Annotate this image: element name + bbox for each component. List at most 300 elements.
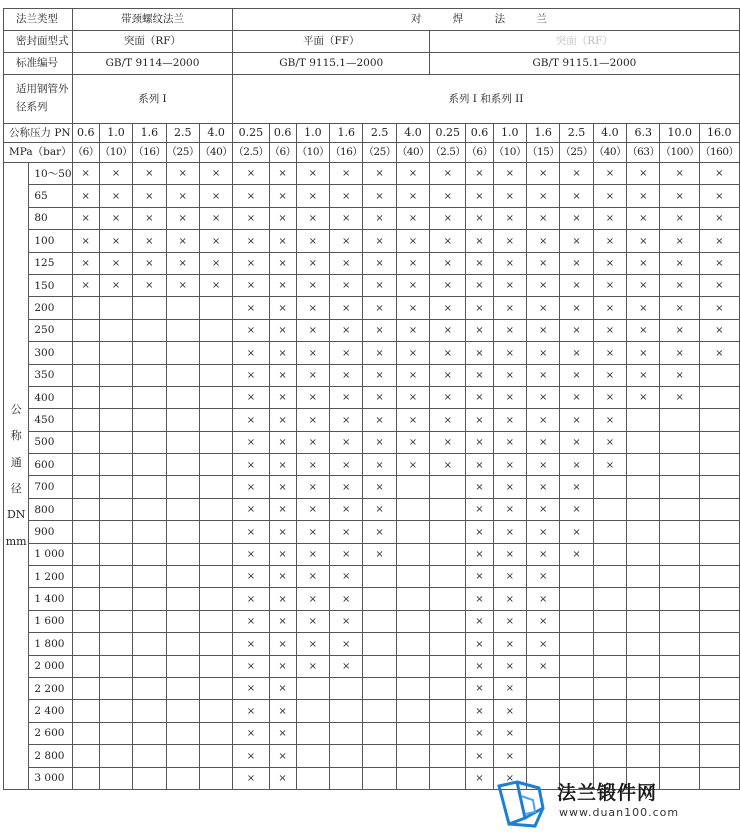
mark-cell [72, 230, 99, 252]
mark-cell [99, 431, 132, 453]
mark-cell [493, 566, 526, 588]
mark-cell [233, 230, 269, 252]
availability-mark: × [278, 347, 287, 359]
mark-cell [560, 610, 593, 632]
mark-cell [493, 610, 526, 632]
availability-mark: × [342, 661, 351, 673]
mark-cell [466, 319, 493, 341]
dn-size: 125 [29, 252, 72, 274]
mark-cell [700, 163, 740, 185]
mark-cell [363, 700, 396, 722]
mark-cell [593, 745, 626, 767]
mark-cell [99, 386, 132, 408]
mark-cell [396, 610, 429, 632]
mark-cell [493, 476, 526, 498]
mark-cell [233, 610, 269, 632]
table-row [4, 386, 740, 408]
mark-cell [396, 274, 429, 296]
mark-cell [560, 722, 593, 744]
mark-cell [466, 185, 493, 207]
standard-label: 标准编号 [4, 53, 73, 75]
availability-mark: × [572, 414, 581, 426]
mark-cell [296, 543, 329, 565]
availability-mark: × [715, 235, 724, 247]
availability-mark: × [246, 705, 256, 717]
mark-cell [700, 297, 740, 319]
mark-cell [233, 431, 269, 453]
dn-axis-char: mm [5, 534, 27, 548]
mark-cell [526, 454, 559, 476]
mark-cell [660, 364, 700, 386]
mark-cell [493, 633, 526, 655]
mark-cell [233, 297, 269, 319]
mark-cell [133, 431, 166, 453]
dn-size: 500 [29, 431, 72, 453]
mark-cell [166, 521, 199, 543]
availability-mark: × [538, 459, 548, 471]
mark-cell [166, 588, 199, 610]
availability-mark: × [246, 571, 256, 583]
mark-cell [99, 409, 132, 431]
mark-cell [199, 386, 232, 408]
mark-cell [269, 163, 296, 185]
availability-mark: × [178, 213, 187, 225]
mark-cell [363, 297, 396, 319]
mark-cell [199, 163, 232, 185]
availability-mark: × [605, 347, 615, 359]
availability-mark: × [443, 168, 452, 180]
mark-cell [363, 185, 396, 207]
mark-cell [363, 386, 396, 408]
mark-cell [133, 745, 166, 767]
availability-mark: × [715, 168, 724, 180]
mark-cell [627, 163, 660, 185]
mark-cell [493, 274, 526, 296]
availability-mark: × [342, 571, 351, 583]
availability-mark: × [375, 235, 384, 247]
mark-cell [363, 230, 396, 252]
mark-cell [330, 677, 363, 699]
mark-cell [493, 700, 526, 722]
availability-mark: × [443, 459, 452, 471]
mark-cell [700, 386, 740, 408]
availability-mark: × [715, 347, 724, 359]
availability-mark: × [145, 168, 154, 180]
dn-size: 2 200 [29, 677, 72, 699]
availability-mark: × [475, 571, 484, 583]
mark-cell [363, 454, 396, 476]
mark-cell [526, 498, 559, 520]
mark-cell [72, 364, 99, 386]
table-row [4, 476, 740, 498]
mark-cell [560, 677, 593, 699]
availability-mark: × [475, 235, 484, 247]
mark-cell [560, 454, 593, 476]
mark-cell [430, 543, 466, 565]
mark-cell [430, 633, 466, 655]
mark-cell [72, 543, 99, 565]
mark-cell [526, 163, 559, 185]
mark-cell [627, 610, 660, 632]
availability-mark: × [111, 168, 121, 180]
availability-mark: × [408, 213, 418, 225]
availability-mark: × [246, 347, 256, 359]
mark-cell [363, 252, 396, 274]
mark-cell [526, 207, 559, 229]
mark-cell [330, 163, 363, 185]
mark-cell [627, 364, 660, 386]
availability-mark: × [572, 258, 581, 269]
mark-cell [526, 722, 559, 744]
mark-cell [363, 476, 396, 498]
pipe-series-weld: 系列 I 和系列 II [233, 75, 739, 124]
availability-mark: × [278, 392, 287, 404]
mark-cell [660, 163, 700, 185]
pn-bar-13: （10） [493, 143, 526, 163]
watermark [495, 776, 680, 832]
availability-mark: × [605, 414, 615, 426]
mark-cell [363, 610, 396, 632]
mark-cell [430, 409, 466, 431]
availability-mark: × [475, 414, 484, 426]
mark-cell [363, 521, 396, 543]
pn-bar-1: （10） [99, 143, 132, 163]
pn-mpa-2: 1.6 [133, 124, 166, 143]
table-row [4, 230, 740, 252]
mark-cell [396, 476, 429, 498]
dn-size: 1 000 [29, 543, 72, 565]
availability-mark: × [443, 258, 452, 269]
mark-cell [396, 633, 429, 655]
mark-cell [233, 677, 269, 699]
availability-mark: × [505, 392, 514, 404]
mark-cell [593, 230, 626, 252]
mark-cell [396, 252, 429, 274]
mark-cell [99, 677, 132, 699]
mark-cell [660, 274, 700, 296]
mark-cell [99, 342, 132, 364]
availability-mark: × [278, 504, 287, 516]
mark-cell [296, 207, 329, 229]
mark-cell [199, 431, 232, 453]
availability-mark: × [505, 325, 514, 337]
availability-mark: × [572, 526, 581, 538]
mark-cell [493, 342, 526, 364]
mark-cell [627, 454, 660, 476]
availability-mark: × [211, 258, 221, 269]
mark-cell [99, 207, 132, 229]
availability-mark: × [639, 392, 648, 404]
mark-cell [296, 767, 329, 789]
mark-cell [430, 677, 466, 699]
pn-mpa-8: 1.6 [330, 124, 363, 143]
availability-mark: × [408, 258, 418, 269]
mark-cell [700, 185, 740, 207]
availability-mark: × [278, 235, 287, 247]
mark-cell [133, 319, 166, 341]
mark-cell [72, 610, 99, 632]
mark-cell [330, 767, 363, 789]
mark-cell [133, 386, 166, 408]
availability-mark: × [246, 414, 256, 426]
mark-cell [199, 252, 232, 274]
availability-mark: × [278, 369, 287, 381]
table-row [4, 700, 740, 722]
mark-cell [72, 767, 99, 789]
mark-cell [660, 252, 700, 274]
mark-cell [660, 342, 700, 364]
mark-cell [199, 498, 232, 520]
mark-cell [593, 386, 626, 408]
mark-cell [526, 252, 559, 274]
availability-mark: × [308, 504, 318, 516]
availability-mark: × [475, 213, 484, 225]
dn-size: 65 [29, 185, 72, 207]
pipe-series-label: 适用钢管外径系列 [4, 75, 73, 124]
mark-cell [593, 521, 626, 543]
dn-axis-label [4, 163, 29, 790]
mark-cell [269, 431, 296, 453]
mark-cell [72, 700, 99, 722]
pn-bar-15: （25） [560, 143, 593, 163]
mark-cell [466, 700, 493, 722]
availability-mark: × [605, 280, 615, 292]
availability-mark: × [505, 190, 514, 202]
availability-mark: × [605, 258, 615, 269]
mark-cell [627, 655, 660, 677]
table-row [4, 498, 740, 520]
mark-cell [593, 498, 626, 520]
availability-mark: × [572, 190, 581, 202]
mark-cell [466, 476, 493, 498]
mark-cell [493, 521, 526, 543]
mark-cell [700, 655, 740, 677]
availability-mark: × [538, 190, 548, 202]
mark-cell [560, 297, 593, 319]
availability-mark: × [443, 213, 452, 225]
availability-mark: × [538, 593, 548, 605]
mark-cell [700, 543, 740, 565]
table-row [4, 655, 740, 677]
mark-cell [199, 700, 232, 722]
pn-mpa-17: 6.3 [627, 124, 660, 143]
availability-mark: × [675, 258, 684, 269]
mark-cell [593, 722, 626, 744]
dn-size: 700 [29, 476, 72, 498]
mark-cell [627, 274, 660, 296]
pn-label: 公称压力 PN [4, 124, 73, 143]
mark-cell [396, 386, 429, 408]
availability-mark: × [246, 325, 256, 337]
mark-cell [330, 185, 363, 207]
availability-mark: × [408, 325, 418, 337]
mark-cell [166, 543, 199, 565]
sealing-face-rf-threaded: 突面（RF） [72, 31, 233, 53]
mark-cell [166, 297, 199, 319]
availability-mark: × [342, 258, 351, 269]
pn-mpa-4: 4.0 [199, 124, 232, 143]
availability-mark: × [443, 369, 452, 381]
mark-cell [199, 633, 232, 655]
table-row [4, 297, 740, 319]
mark-cell [199, 185, 232, 207]
mark-cell [166, 364, 199, 386]
mark-cell [269, 677, 296, 699]
availability-mark: × [639, 190, 648, 202]
mark-cell [526, 745, 559, 767]
mark-cell [627, 543, 660, 565]
availability-mark: × [572, 168, 581, 180]
mark-cell [700, 677, 740, 699]
mark-cell [296, 230, 329, 252]
pn-mpa-10: 4.0 [396, 124, 429, 143]
mark-cell [99, 454, 132, 476]
availability-mark: × [111, 235, 121, 247]
availability-mark: × [308, 258, 318, 269]
availability-mark: × [375, 414, 384, 426]
mark-cell [269, 409, 296, 431]
mark-cell [526, 274, 559, 296]
mark-cell [296, 319, 329, 341]
mark-cell [166, 319, 199, 341]
availability-mark: × [308, 190, 318, 202]
availability-mark: × [443, 280, 452, 292]
availability-mark: × [572, 347, 581, 359]
mark-cell [560, 521, 593, 543]
mark-cell [660, 722, 700, 744]
mark-cell [700, 409, 740, 431]
availability-mark: × [475, 728, 484, 740]
mark-cell [700, 319, 740, 341]
availability-mark: × [408, 347, 418, 359]
mark-cell [296, 364, 329, 386]
availability-mark: × [308, 168, 318, 180]
mark-cell [166, 476, 199, 498]
mark-cell [493, 319, 526, 341]
mark-cell [627, 252, 660, 274]
mark-cell [296, 745, 329, 767]
mark-cell [296, 163, 329, 185]
availability-mark: × [572, 302, 581, 314]
mark-cell [593, 700, 626, 722]
mark-cell [296, 409, 329, 431]
mark-cell [430, 745, 466, 767]
availability-mark: × [81, 213, 90, 225]
mark-cell [363, 431, 396, 453]
mark-cell [269, 476, 296, 498]
availability-mark: × [538, 526, 548, 538]
pn-mpa-15: 2.5 [560, 124, 593, 143]
mark-cell [269, 386, 296, 408]
mark-cell [199, 297, 232, 319]
availability-mark: × [505, 750, 514, 762]
availability-mark: × [81, 190, 90, 202]
mark-cell [363, 588, 396, 610]
mark-cell [466, 207, 493, 229]
dn-axis-char: DN [6, 508, 26, 522]
mark-cell [72, 476, 99, 498]
mark-cell [133, 633, 166, 655]
mark-cell [526, 364, 559, 386]
dn-size: 2 800 [29, 745, 72, 767]
mark-cell [560, 252, 593, 274]
availability-mark: × [475, 526, 484, 538]
mark-cell [363, 745, 396, 767]
pn-mpa-5: 0.25 [233, 124, 269, 143]
mark-cell [296, 588, 329, 610]
availability-mark: × [246, 481, 256, 493]
mark-cell [466, 722, 493, 744]
availability-mark: × [408, 168, 418, 180]
availability-mark: × [342, 414, 351, 426]
mark-cell [330, 521, 363, 543]
availability-mark: × [475, 750, 484, 762]
availability-mark: × [145, 280, 154, 292]
mark-cell [466, 588, 493, 610]
availability-mark: × [342, 593, 351, 605]
mark-cell [396, 745, 429, 767]
mark-cell [133, 476, 166, 498]
availability-mark: × [538, 549, 548, 561]
availability-mark: × [375, 190, 384, 202]
mark-cell [99, 700, 132, 722]
mark-cell [430, 297, 466, 319]
availability-mark: × [505, 459, 514, 471]
mark-cell [133, 185, 166, 207]
mark-cell [269, 364, 296, 386]
table-row [4, 431, 740, 453]
mark-cell [363, 633, 396, 655]
mark-cell [700, 745, 740, 767]
availability-mark: × [538, 661, 548, 673]
availability-mark: × [375, 549, 384, 561]
mark-cell [627, 386, 660, 408]
mark-cell [593, 655, 626, 677]
mark-cell [560, 319, 593, 341]
mark-cell [199, 610, 232, 632]
mark-cell [166, 677, 199, 699]
mark-cell [133, 498, 166, 520]
mark-cell [269, 521, 296, 543]
availability-mark: × [278, 683, 287, 695]
mark-cell [430, 454, 466, 476]
mark-cell [72, 566, 99, 588]
mark-cell [330, 745, 363, 767]
availability-mark: × [375, 504, 384, 516]
mark-cell [466, 633, 493, 655]
mark-cell [99, 476, 132, 498]
mark-cell [627, 700, 660, 722]
dn-axis-char: 公 [10, 402, 22, 416]
mark-cell [466, 364, 493, 386]
mark-cell [560, 386, 593, 408]
availability-mark: × [308, 616, 318, 628]
availability-mark: × [278, 280, 287, 292]
mark-cell [199, 745, 232, 767]
mark-cell [330, 700, 363, 722]
mark-cell [199, 454, 232, 476]
availability-mark: × [278, 705, 287, 717]
pn-bar-19: （160） [700, 143, 740, 163]
mark-cell [627, 476, 660, 498]
mark-cell [133, 274, 166, 296]
mark-cell [560, 700, 593, 722]
mark-cell [627, 185, 660, 207]
mark-cell [526, 655, 559, 677]
mark-cell [526, 319, 559, 341]
availability-mark: × [505, 638, 514, 650]
mark-cell [430, 319, 466, 341]
